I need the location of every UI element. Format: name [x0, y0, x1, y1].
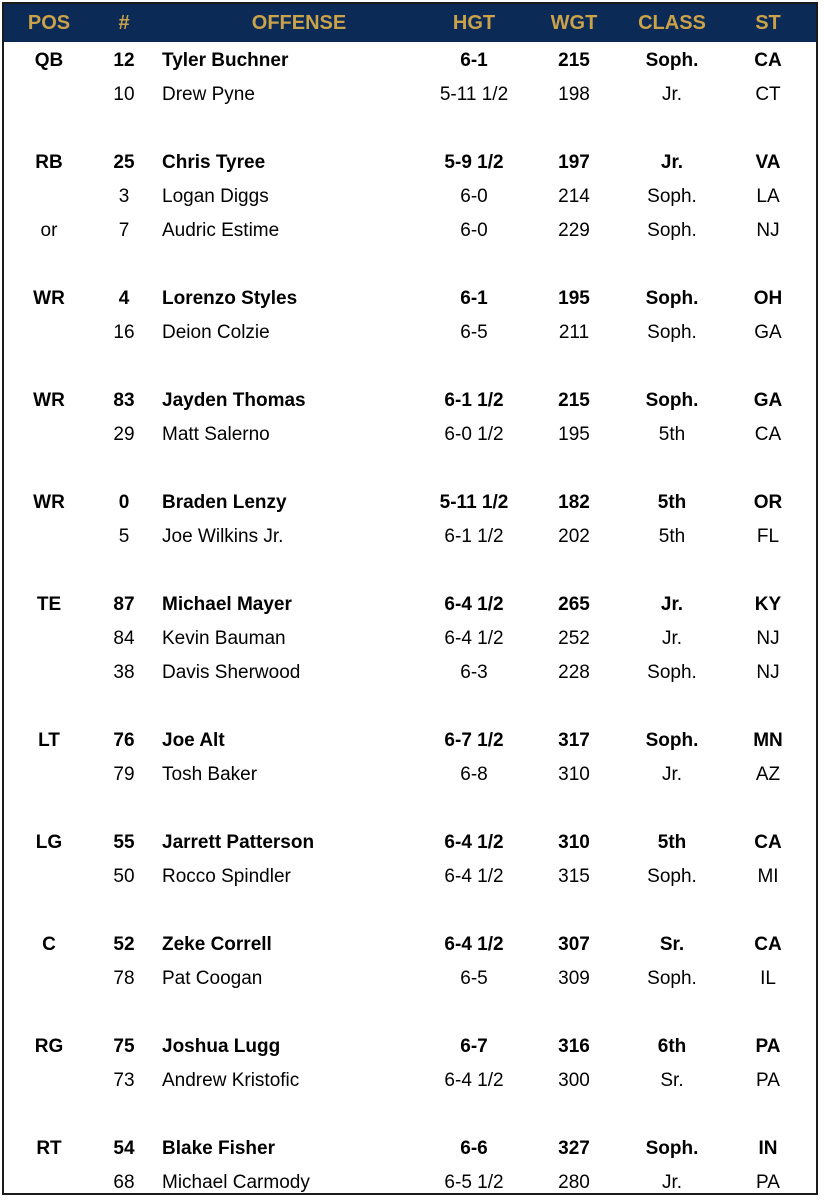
state-cell: OR [753, 492, 783, 513]
class-cell: Jr. [661, 628, 683, 649]
number-cell: 68 [113, 1172, 135, 1193]
player-name-cell: Jarrett Patterson [162, 832, 315, 853]
weight-cell: 195 [558, 424, 590, 445]
number-cell: 75 [113, 1036, 135, 1057]
player-name-cell: Audric Estime [162, 220, 280, 241]
state-cell: CA [754, 50, 782, 71]
state-cell: CA [754, 424, 782, 445]
class-cell: Jr. [661, 84, 683, 105]
player-name-cell: Jayden Thomas [162, 390, 306, 411]
state-cell: NJ [756, 220, 780, 241]
height-cell: 6-6 [460, 1138, 488, 1159]
header-state: ST [755, 12, 781, 34]
header-number: # [118, 12, 130, 34]
state-cell: GA [753, 390, 783, 411]
class-cell: 5th [658, 424, 686, 445]
pos-cell: QB [34, 50, 64, 71]
pos-cell: TE [36, 594, 62, 615]
height-cell: 6-8 [460, 764, 488, 785]
number-cell: 4 [118, 288, 130, 309]
weight-cell: 182 [558, 492, 590, 513]
pos-cell [4, 1064, 94, 1098]
number-cell: 12 [113, 50, 135, 71]
class-cell: Soph. [647, 968, 697, 989]
number-cell: 7 [118, 220, 130, 241]
table-row [4, 758, 816, 792]
state-cell: NJ [756, 662, 780, 683]
class-cell: Soph. [647, 322, 697, 343]
player-name-cell: Zeke Correll [162, 934, 272, 955]
weight-cell: 317 [558, 730, 590, 751]
weight-cell: 198 [558, 84, 590, 105]
table-row [4, 656, 816, 690]
pos-cell [4, 1166, 94, 1200]
table-row [4, 928, 816, 962]
height-cell: 6-0 1/2 [444, 424, 504, 445]
height-cell: 6-7 1/2 [444, 730, 504, 751]
height-cell: 6-4 1/2 [444, 832, 504, 853]
weight-cell: 229 [558, 220, 590, 241]
state-cell: PA [756, 1070, 780, 1091]
table-row [4, 214, 816, 248]
number-cell: 83 [113, 390, 135, 411]
weight-cell: 316 [558, 1036, 590, 1057]
player-name-cell: Braden Lenzy [162, 492, 287, 513]
number-cell: 54 [113, 1138, 135, 1159]
player-name-cell: Deion Colzie [162, 322, 270, 343]
header-offense: OFFENSE [251, 12, 347, 34]
pos-cell: RB [35, 152, 63, 173]
height-cell: 5-11 1/2 [439, 84, 509, 105]
pos-cell [4, 860, 94, 894]
table-row [4, 826, 816, 860]
class-cell: Jr. [661, 1172, 683, 1193]
state-cell: NJ [756, 628, 780, 649]
height-cell: 6-0 [460, 186, 488, 207]
table-row [4, 316, 816, 350]
table-row [4, 520, 816, 554]
weight-cell: 211 [558, 322, 590, 343]
player-name-cell: Chris Tyree [162, 152, 266, 173]
weight-cell: 300 [558, 1070, 590, 1091]
table-row [4, 78, 816, 112]
class-cell: Soph. [647, 662, 697, 683]
table-row [4, 486, 816, 520]
class-cell: Soph. [645, 288, 699, 309]
player-name-cell: Lorenzo Styles [162, 288, 298, 309]
state-cell: AZ [755, 764, 781, 785]
weight-cell: 307 [558, 934, 590, 955]
pos-cell: or [40, 220, 58, 241]
table-row [4, 962, 816, 996]
height-cell: 6-5 1/2 [444, 1172, 504, 1193]
height-cell: 6-0 [460, 220, 488, 241]
table-row [4, 146, 816, 180]
pos-cell [4, 520, 94, 554]
height-cell: 6-3 [460, 662, 488, 683]
weight-cell: 197 [558, 152, 590, 173]
header-class: CLASS [638, 12, 706, 34]
class-cell: Soph. [645, 50, 699, 71]
table-row [4, 1064, 816, 1098]
height-cell: 6-1 1/2 [444, 526, 504, 547]
weight-cell: 310 [558, 764, 590, 785]
header-pos: POS [27, 12, 71, 34]
height-cell: 6-4 1/2 [444, 866, 504, 887]
class-cell: Jr. [660, 594, 684, 615]
header-weight: WGT [550, 12, 598, 34]
class-cell: Soph. [645, 730, 699, 751]
class-cell: Soph. [647, 186, 697, 207]
weight-cell: 202 [558, 526, 590, 547]
number-cell: 84 [113, 628, 135, 649]
height-cell: 6-4 1/2 [444, 594, 504, 615]
table-row [4, 180, 816, 214]
number-cell: 79 [113, 764, 135, 785]
height-cell: 6-4 1/2 [444, 1070, 504, 1091]
state-cell: PA [756, 1172, 780, 1193]
class-cell: Sr. [659, 934, 685, 955]
table-row [4, 282, 816, 316]
table-row [4, 1166, 816, 1200]
class-cell: Jr. [661, 764, 683, 785]
pos-cell: RT [36, 1138, 62, 1159]
player-name-cell: Rocco Spindler [162, 866, 291, 887]
player-name-cell: Tosh Baker [162, 764, 258, 785]
state-cell: VA [755, 152, 781, 173]
player-name-cell: Davis Sherwood [162, 662, 301, 683]
height-cell: 6-1 [460, 50, 488, 71]
player-name-cell: Matt Salerno [162, 424, 270, 445]
state-cell: CA [754, 934, 782, 955]
pos-cell: LT [38, 730, 60, 751]
weight-cell: 228 [558, 662, 590, 683]
state-cell: FL [756, 526, 780, 547]
table-row [4, 622, 816, 656]
weight-cell: 215 [558, 50, 590, 71]
state-cell: IN [758, 1138, 778, 1159]
height-cell: 5-11 1/2 [439, 492, 509, 513]
height-cell: 6-5 [460, 322, 488, 343]
number-cell: 50 [113, 866, 135, 887]
table-row [4, 588, 816, 622]
number-cell: 0 [118, 492, 130, 513]
state-cell: CT [755, 84, 781, 105]
height-cell: 6-7 [460, 1036, 488, 1057]
number-cell: 10 [113, 84, 135, 105]
class-cell: 5th [657, 492, 687, 513]
pos-cell [4, 180, 94, 214]
number-cell: 52 [113, 934, 135, 955]
pos-cell: RG [34, 1036, 64, 1057]
height-cell: 6-4 1/2 [444, 934, 504, 955]
state-cell: LA [756, 186, 780, 207]
state-cell: GA [754, 322, 782, 343]
weight-cell: 315 [558, 866, 590, 887]
header-height: HGT [452, 12, 496, 34]
weight-cell: 195 [558, 288, 590, 309]
player-name-cell: Joe Wilkins Jr. [162, 526, 284, 547]
pos-cell: WR [33, 288, 65, 309]
player-name-cell: Logan Diggs [162, 186, 269, 207]
player-name-cell: Drew Pyne [162, 84, 255, 105]
class-cell: Jr. [660, 152, 684, 173]
class-cell: 5th [657, 832, 687, 853]
height-cell: 6-4 1/2 [444, 628, 504, 649]
depth-chart-sheet [2, 2, 818, 1195]
table-row [4, 1030, 816, 1064]
weight-cell: 309 [558, 968, 590, 989]
pos-cell [4, 418, 94, 452]
class-cell: Soph. [645, 1138, 699, 1159]
weight-cell: 280 [558, 1172, 590, 1193]
table-row [4, 418, 816, 452]
table-row [4, 44, 816, 78]
number-cell: 73 [113, 1070, 135, 1091]
player-name-cell: Michael Carmody [162, 1172, 310, 1193]
number-cell: 38 [113, 662, 135, 683]
number-cell: 16 [113, 322, 135, 343]
pos-cell: LG [35, 832, 63, 853]
height-cell: 5-9 1/2 [444, 152, 504, 173]
pos-cell: C [42, 934, 56, 955]
weight-cell: 252 [558, 628, 590, 649]
weight-cell: 327 [558, 1138, 590, 1159]
table-row [4, 724, 816, 758]
pos-cell [4, 78, 94, 112]
table-row [4, 1132, 816, 1166]
height-cell: 6-5 [460, 968, 488, 989]
weight-cell: 214 [558, 186, 590, 207]
class-cell: Sr. [660, 1070, 684, 1091]
player-name-cell: Pat Coogan [162, 968, 263, 989]
class-cell: Soph. [645, 390, 699, 411]
player-name-cell: Kevin Bauman [162, 628, 286, 649]
player-name-cell: Blake Fisher [162, 1138, 275, 1159]
state-cell: IL [760, 968, 776, 989]
class-cell: 5th [658, 526, 686, 547]
pos-cell: WR [33, 492, 65, 513]
pos-cell [4, 622, 94, 656]
weight-cell: 215 [558, 390, 590, 411]
pos-cell [4, 962, 94, 996]
class-cell: Soph. [647, 866, 697, 887]
player-name-cell: Tyler Buchner [162, 50, 289, 71]
state-cell: CA [754, 832, 782, 853]
number-cell: 55 [113, 832, 135, 853]
number-cell: 76 [113, 730, 135, 751]
height-cell: 6-1 1/2 [444, 390, 504, 411]
state-cell: KY [754, 594, 782, 615]
weight-cell: 265 [558, 594, 590, 615]
table-row [4, 860, 816, 894]
class-cell: Soph. [647, 220, 697, 241]
pos-cell [4, 656, 94, 690]
player-name-cell: Joe Alt [162, 730, 225, 751]
player-name-cell: Andrew Kristofic [162, 1070, 300, 1091]
player-name-cell: Joshua Lugg [162, 1036, 281, 1057]
number-cell: 3 [118, 186, 130, 207]
state-cell: MI [757, 866, 779, 887]
number-cell: 5 [118, 526, 130, 547]
weight-cell: 310 [558, 832, 590, 853]
table-row [4, 384, 816, 418]
table-header [4, 4, 816, 42]
number-cell: 78 [113, 968, 135, 989]
state-cell: PA [755, 1036, 781, 1057]
number-cell: 25 [113, 152, 135, 173]
class-cell: 6th [657, 1036, 687, 1057]
number-cell: 87 [113, 594, 135, 615]
state-cell: OH [753, 288, 783, 309]
pos-cell [4, 316, 94, 350]
state-cell: MN [753, 730, 783, 751]
player-name-cell: Michael Mayer [162, 594, 292, 615]
height-cell: 6-1 [460, 288, 488, 309]
pos-cell: WR [33, 390, 65, 411]
pos-cell [4, 758, 94, 792]
number-cell: 29 [113, 424, 135, 445]
